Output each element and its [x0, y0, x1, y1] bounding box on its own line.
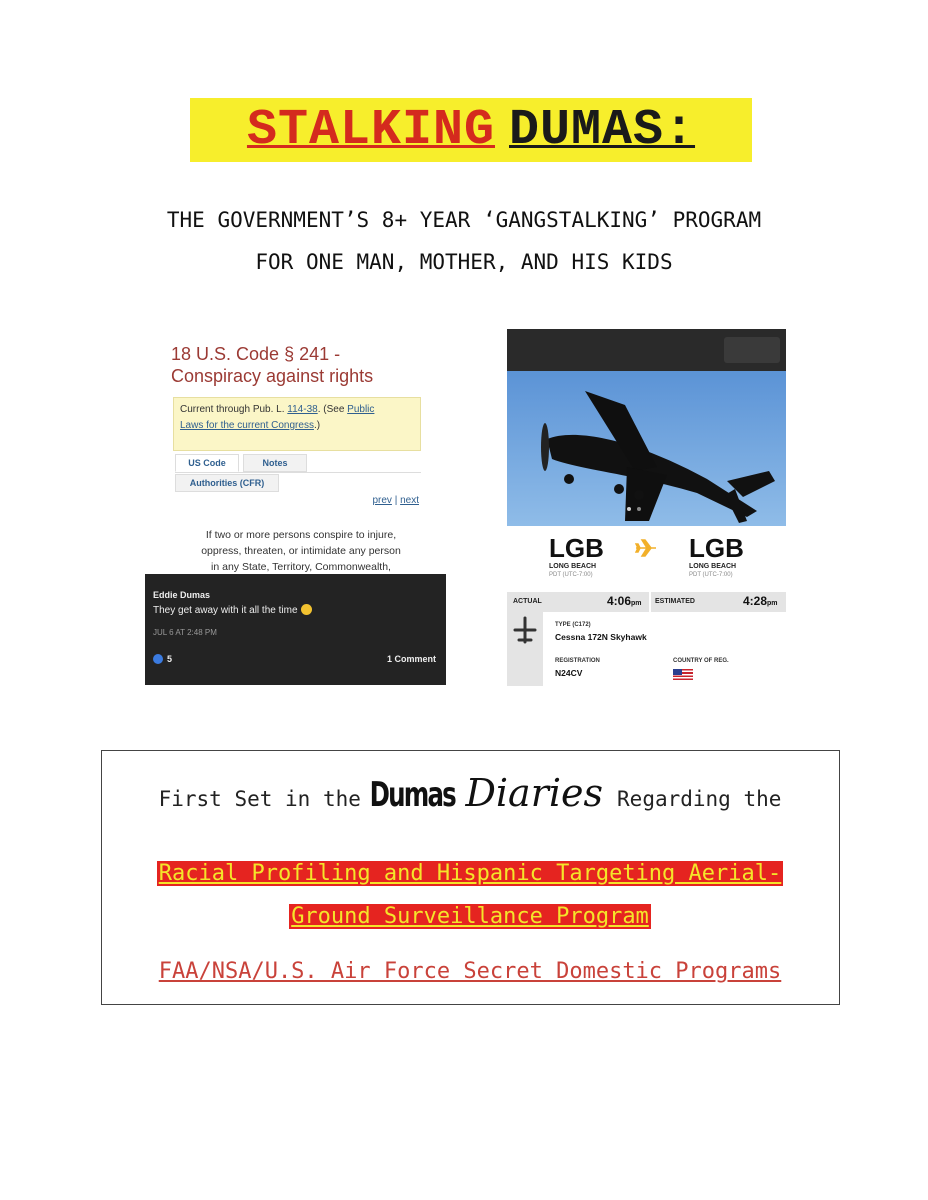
title-part-dumas: DUMAS:: [509, 101, 696, 159]
law-body-line: If two or more persons conspire to injure,: [205, 529, 397, 541]
law-body-text: [185, 527, 417, 575]
origin-name: LONG BEACH: [549, 563, 597, 570]
header-button[interactable]: [724, 337, 780, 363]
post-text: They get away with it all the time: [153, 605, 298, 616]
destination-name: LONG BEACH: [689, 563, 737, 570]
tab-divider: [175, 472, 421, 473]
prev-next-separator: |: [394, 495, 398, 506]
actual-time-value: 4:06: [607, 594, 632, 608]
likes-count[interactable]: [153, 654, 172, 664]
emoji-icon: [301, 604, 312, 615]
type-label: TYPE (C172): [555, 622, 591, 628]
post-time: JUL 6 AT 2:48 PM: [153, 628, 217, 637]
aircraft-silhouette-icon: [507, 371, 786, 526]
likes-value: 5: [167, 654, 173, 664]
post-author[interactable]: Eddie Dumas: [153, 590, 211, 600]
flight-header: [507, 329, 786, 371]
flight-tracker-screenshot: [507, 329, 786, 686]
brand-diaries: Diaries: [465, 771, 604, 815]
us-flag-icon: [673, 669, 693, 680]
title-part-stalking: STALKING: [246, 101, 495, 159]
estimated-label: ESTIMATED: [655, 598, 695, 605]
note-mid: . (See: [317, 404, 345, 415]
destination-code: LGB: [689, 533, 744, 563]
times-divider: [649, 592, 651, 612]
series-text-a: First Set in the: [158, 787, 361, 811]
destination-tz: PDT (UTC-7:00): [689, 572, 733, 578]
highlight-line-2: [102, 904, 838, 929]
current-congress-link[interactable]: Laws for the current Congress: [180, 420, 314, 431]
route-summary: [507, 533, 786, 583]
prev-link[interactable]: prev: [372, 495, 392, 506]
post-text-row: [153, 604, 312, 616]
law-body-line: oppress, threaten, or intimidate any person: [201, 545, 401, 557]
tab-us-code[interactable]: US Code: [175, 454, 239, 472]
tab-authorities[interactable]: Authorities (CFR): [175, 474, 279, 492]
aircraft-details: [507, 612, 786, 686]
origin-tz: PDT (UTC-7:00): [549, 572, 593, 578]
type-value: Cessna 172N Skyhawk: [555, 632, 647, 642]
actual-time: [607, 594, 642, 608]
note-prefix: Current through Pub. L.: [180, 404, 285, 415]
estimated-time: [743, 594, 778, 608]
note-suffix: .): [313, 420, 321, 431]
actual-time-suffix: pm: [631, 600, 642, 607]
subtitle-line-2: FOR ONE MAN, MOTHER, AND HIS KIDS: [255, 250, 673, 274]
registration-label: REGISTRATION: [555, 658, 600, 664]
estimated-time-value: 4:28: [743, 594, 768, 608]
highlight-text-2: Ground Surveillance Program: [291, 904, 649, 929]
details-sidebar: [507, 612, 543, 686]
airplane-icon: [635, 539, 657, 557]
law-title-line-2: Conspiracy against rights: [171, 366, 374, 386]
tab-notes[interactable]: Notes: [243, 454, 307, 472]
law-page-screenshot: [165, 335, 423, 577]
like-icon: [153, 654, 163, 664]
series-line: [102, 771, 838, 815]
brand-dumas: Dumas: [369, 775, 455, 815]
law-currency-note: [173, 397, 421, 451]
next-link[interactable]: next: [400, 495, 419, 506]
facebook-post: [145, 574, 446, 685]
law-body-line: in any State, Territory, Commonwealth,: [211, 561, 391, 573]
estimated-time-suffix: pm: [767, 600, 778, 607]
subtitle-line-1: THE GOVERNMENT’S 8+ YEAR ‘GANGSTALKING’ PROGRAM: [166, 208, 762, 232]
aircraft-photo: [507, 371, 786, 526]
country-label: COUNTRY OF REG.: [673, 658, 729, 664]
highlight-text-1: Racial Profiling and Hispanic Targeting Aerial-: [158, 861, 782, 886]
law-title: [171, 343, 421, 387]
prev-next-nav: [372, 495, 419, 506]
flight-times: [507, 592, 786, 612]
programs-line: FAA/NSA/U.S. Air Force Secret Domestic Programs: [158, 959, 782, 984]
public-link[interactable]: Public: [347, 404, 375, 415]
comments-link[interactable]: 1 Comment: [386, 654, 436, 664]
book-title: [190, 98, 752, 162]
series-text-b: Regarding the: [617, 787, 782, 811]
law-tabs: [175, 454, 421, 494]
origin-code: LGB: [549, 533, 604, 563]
pub-law-link[interactable]: 114-38: [287, 404, 318, 415]
law-title-line-1: 18 U.S. Code § 241 -: [171, 344, 341, 364]
highlight-line-1: [102, 861, 838, 886]
actual-label: ACTUAL: [513, 598, 542, 605]
series-info-box: [101, 750, 840, 1005]
registration-value: N24CV: [555, 668, 583, 678]
aircraft-type-icon: [507, 612, 543, 652]
